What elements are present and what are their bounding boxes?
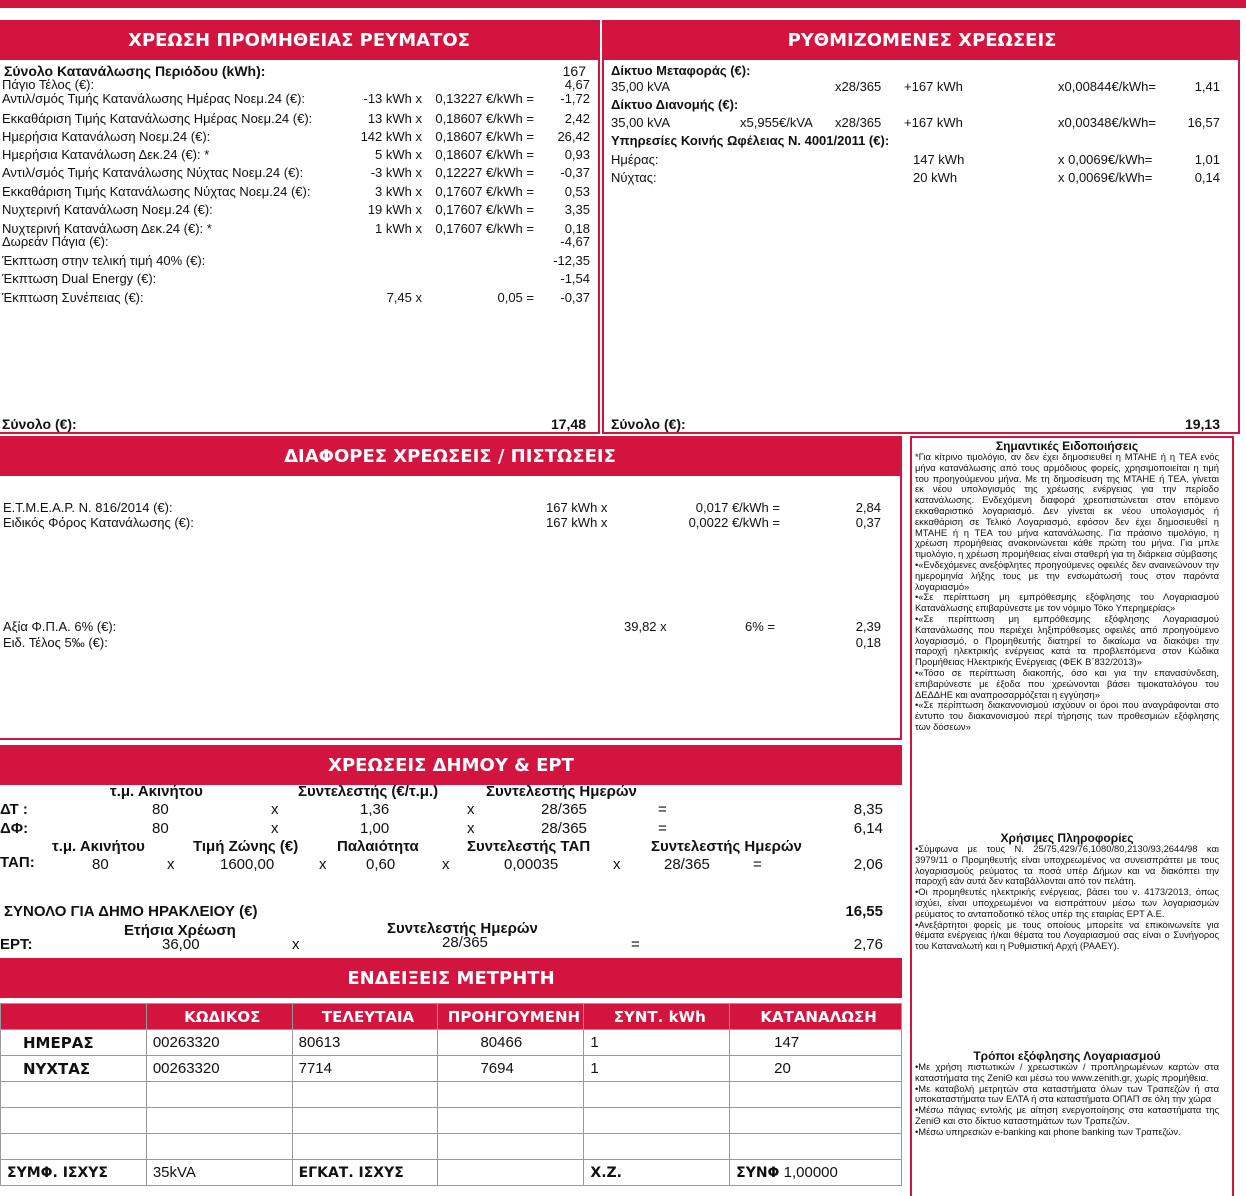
ert-value: 2,76 [853,936,883,953]
meter-cell [292,1134,438,1160]
meter-cell [146,1108,292,1134]
supply-row-value: -0,37 [560,165,590,180]
supply-row-rate: 0,17607 €/kWh = [435,202,534,217]
supply-row-qty: -3 kWh x [370,165,422,180]
meter-cell: 20 [730,1056,902,1082]
supply-row-label: Αντιλ/σμός Τιμής Κατανάλωσης Νύχτας Νοεμ.24 (€): [2,165,304,180]
supply-row-label: Έκπτωση στην τελική τιμή 40% (€): [2,253,206,268]
meter-cell [584,1082,730,1108]
dt-eq: = [658,801,667,818]
meter-row [1,1134,902,1160]
meter-row-label: ΝΥΧΤΑΣ [1,1056,147,1082]
df-sqm: 80 [152,820,169,837]
df-eq: = [658,820,667,837]
supply-row-value: 2,42 [564,111,590,126]
meter-col-consumption: ΚΑΤΑΝΑΛΩΣΗ [730,1004,902,1030]
notice-paragraph: •Με καταβολή μετρητών στα καταστήματα όλων των Τραπεζών ή στα υποκαταστήματα των ΕΛΤΑ ή στα καταστήματα ΟΠΑΠ σε όλη την χώρα [915,1082,1219,1105]
supply-row-rate: 0,18607 €/kWh = [435,129,534,144]
notice-paragraph: •«Τόσο σε περίπτωση διακοπής, όσο και για την επανασύνδεση, επιβαρύνεστε με έξοδα που χρεώνονται βάσει τιμοκαταλόγου του ΔΕΔΔΗΕ και αναπροσαρμόζεται η εγγύηση» [915,666,1219,700]
vat-value: 2,39 [855,619,881,634]
transmission-kva: 35,00 kVA [611,79,671,94]
transmission-label: Δίκτυο Μεταφοράς (€): [611,63,751,78]
efk-rate: 0,0022 €/kWh = [688,515,780,530]
ert-label: ΕΡΤ: [0,936,33,953]
notice-paragraph: •Ανεξάρτητοι φορείς με τους οποίους μπορείτε να επικοινωνείτε για θέματα ενέργειας ή/και θέματα του Λογαριασμού σας είναι ο Συνήγορος του Καταναλωτή και η Ρυθμιστική Αρχή (ΡΑΑΕΥ). [915,918,1219,952]
installed-power-value [438,1160,584,1186]
supply-row-qty: -13 kWh x [363,91,422,106]
supply-row-value: -0,37 [560,290,590,305]
meter-col-blank [1,1004,147,1030]
vat-label: Αξία Φ.Π.Α. 6% (€): [3,619,117,634]
supply-row-qty: 5 kWh x [375,147,422,162]
notices-title: Σημαντικές Ειδοποιήσεις [995,439,1139,453]
installed-power-label: ΕΓΚΑΤ. ΙΣΧΥΣ [292,1160,438,1186]
total-kwh-value: 167 [562,63,586,79]
municipal-header: ΧΡΕΩΣΕΙΣ ΔΗΜΟΥ & ΕΡΤ [0,745,902,785]
col-sqm: τ.μ. Ακινήτου [110,783,203,800]
dt-coef: 1,36 [360,801,390,818]
notice-paragraph: •Οι προμηθευτές ηλεκτρικής ενέργειας, βάσει του ν. 4173/2013, όπως ισχύει, είναι υποχρεωμένοι να εισπράττουν μέσω των λογαριασμών ρεύματος το ανταποδοτικό τέλος υπέρ της εταιρίας ΕΡΤ Α.Ε. [915,886,1219,919]
distribution-days: x28/365 [835,115,882,130]
top-banner [0,0,1246,8]
meter-col-prev: ΠΡΟΗΓΟΥΜΕΝΗ [438,1004,584,1030]
supply-row-value: 3,35 [564,202,590,217]
dt-value: 8,35 [853,801,883,818]
contract-power-label: ΣΥΜΦ. ΙΣΧΥΣ [1,1160,147,1186]
yko-night-value: 0,14 [1194,170,1220,185]
yko-day-value: 1,01 [1194,152,1220,167]
supply-row-label: Αντιλ/σμός Τιμής Κατανάλωσης Ημέρας Νοεμ.24 (€): [2,91,306,106]
payment-methods [915,1050,1219,1138]
total-kwh-label: Σύνολο Κατανάλωσης Περιόδου (kWh): [4,63,266,79]
tap-x4: x [613,856,621,873]
distribution-kva: 35,00 kVA [611,115,671,130]
supply-row-label: Πάγιο Τέλος (€): [2,77,95,92]
efk-qty: 167 kWh x [546,515,608,530]
distribution-label: Δίκτυο Διανομής (€): [611,97,739,112]
supply-row-label: Ημερήσια Κατανάλωση Δεκ.24 (€): * [2,147,210,162]
vat-rate: 6% = [745,619,775,634]
meter-cell [584,1134,730,1160]
df-label: ΔΦ: [0,820,29,837]
synf-cell [730,1160,902,1186]
supply-row-value: -12,35 [553,253,590,268]
ert-x: x [292,936,300,953]
supply-row-qty: 3 kWh x [375,184,422,199]
supply-total-value: 17,48 [550,416,586,432]
synf-value: 1,00000 [783,1164,838,1181]
regulated-total-value: 19,13 [1184,416,1220,432]
etmear-value: 2,84 [855,500,881,515]
meter-row-label [1,1134,147,1160]
supply-row-qty: 1 kWh x [375,221,422,236]
tap-col-age: Παλαιότητα [337,838,419,855]
etmear-rate: 0,017 €/kWh = [695,500,780,515]
efk-value: 0,37 [855,515,881,530]
etmear-label: Ε.Τ.Μ.Ε.Α.Ρ. Ν. 816/2014 (€): [3,500,173,515]
supply-row-label: Ημερήσια Κατανάλωση Νοεμ.24 (€): [2,129,211,144]
vat-base: 39,82 x [624,619,667,634]
supply-row-qty: 19 kWh x [367,202,422,217]
efk-label: Ειδικός Φόρος Κατανάλωσης (€): [3,515,194,530]
supply-row-label: Νυχτερινή Κατανάλωση Δεκ.24 (€): * [2,221,212,236]
tap-x1: x [167,856,175,873]
regulated-header: ΡΥΘΜΙΖΟΜΕΝΕΣ ΧΡΕΩΣΕΙΣ [604,20,1240,60]
meter-col-code: ΚΩΔΙΚΟΣ [146,1004,292,1030]
col-days: Συντελεστής Ημερών [486,783,637,800]
meter-cell [438,1134,584,1160]
distribution-value: 16,57 [1187,115,1220,130]
yko-day-kwh: 147 kWh [913,152,965,167]
distribution-kwh: +167 kWh [904,115,963,130]
meter-table [0,1003,902,1186]
tap-x2: x [319,856,327,873]
meter-header-row [1,1004,902,1030]
meter-cell [146,1134,292,1160]
supply-row-rate: 0,12227 €/kWh = [435,165,534,180]
transmission-value: 1,41 [1194,79,1220,94]
notice-paragraph: •Μέσω πάγιας εντολής με αίτηση ενεργοποίησης στα καταστήματα της ZeniΘ και στο δίκτυο καταστημάτων των Τραπεζών. [915,1104,1219,1126]
tap-value: 2,06 [853,856,883,873]
supply-row-value: 4,67 [564,77,590,92]
meter-cell [146,1082,292,1108]
transmission-days: x28/365 [835,79,882,94]
ert-days: 28/365 [442,934,488,951]
supply-row-value: 0,18 [564,221,590,236]
df-coef: 1,00 [360,820,390,837]
df-days: 28/365 [541,820,587,837]
supply-row-qty: 142 kWh x [360,129,422,144]
meter-cell [438,1082,584,1108]
notice-paragraph: *Για κίτρινο τιμολόγιο, αν δεν έχει δημοσιευθεί η ΜΤΑΗΕ ή η ΤΕΑ ενός μήνα κατανάλωσης από τους αρμόδιους φορείς, χρησιμοποιείται η τιμή του προηγούμενου μήνα. Με τη δημοσίευση της ΜΤΑΗΕ ή ΤΕΑ, γίνεται εκ νέου υπολογισμός της χρέωσης ενέργειας για την περίοδο κατανάλωσης. Ενδεχόμενη διαφορά χρεοπιστώνεται στον επόμενο εκκαθαριστικό λογαριασμό. Δεν γίνεται εκ νέου υπολογισμός ή εκκαθάριση σε Τελικό Λογαριασμό, εφόσον δεν έχει δημοσιευθεί η ΜΤΑΗΕ ή η ΤΕΑ του μήνα κατανάλωσης. Για πράσινο τιμολόγιο, η χρέωση προμήθειας ανακοινώνεται κάθε πρώτη του μήνα. Για μπλε τιμολόγιο, η χρέωση προμήθειας είναι σταθερή για τη διάρκεια σύμβασης [915,451,1219,560]
dt-label: ΔΤ : [0,801,28,818]
meter-footer-row [1,1160,902,1186]
supply-row-rate: 0,13227 €/kWh = [435,91,534,106]
meter-header: ΕΝΔΕΙΞΕΙΣ ΜΕΤΡΗΤΗ [0,958,902,998]
fee-value: 0,18 [855,635,881,650]
tap-zone: 1600,00 [220,856,275,873]
df-x1: x [271,820,279,837]
meter-row-label [1,1082,147,1108]
info-title: Χρήσιμες Πληροφορίες [1000,831,1134,845]
meter-cell [730,1108,902,1134]
dt-days: 28/365 [541,801,587,818]
xz-label: Χ.Ζ. [584,1160,730,1186]
tap-age: 0,60 [366,856,396,873]
notice-paragraph: •Σύμφωνα με τους Ν. 25/75,429/76,1080/80,2130/93,2644/98 και 3979/11 ο Προμηθευτής είναι υποχρεωμένος να συνεισπράττει με τους λογαριασμούς ρεύματος τα ποσά υπέρ Δήμων και να διακόπτει την παροχή εάν αυτά δεν καταβάλλονται από τον πελάτη. [915,843,1219,887]
tap-eq: = [753,856,762,873]
meter-cell: 1 [584,1056,730,1082]
tap-coef: 0,00035 [504,856,559,873]
supply-row-value: -1,54 [560,271,590,286]
supply-row-value: -1,72 [560,91,590,106]
meter-cell [584,1108,730,1134]
supply-row-qty: 7,45 x [386,290,422,305]
etmear-qty: 167 kWh x [546,500,608,515]
meter-row [1,1030,902,1056]
meter-cell [730,1134,902,1160]
meter-cell: 80466 [438,1030,584,1056]
notices-body [915,452,1219,733]
yko-day-label: Ημέρας: [611,152,659,167]
payment-title: Τρόποι εξόφλησης Λογαριασμού [973,1049,1161,1063]
meter-cell: 7694 [438,1056,584,1082]
supply-row-rate: 0,17607 €/kWh = [435,184,534,199]
supply-header: ΧΡΕΩΣΗ ΠΡΟΜΗΘΕΙΑΣ ΡΕΥΜΑΤΟΣ [0,20,598,60]
misc-box [0,436,902,740]
df-value: 6,14 [853,820,883,837]
meter-row [1,1108,902,1134]
meter-cell: 80613 [292,1030,438,1056]
regulated-total-label: Σύνολο (€): [611,416,686,432]
tap-col-zone: Τιμή Ζώνης (€) [193,838,299,855]
meter-row-label: ΗΜΕΡΑΣ [1,1030,147,1056]
transmission-kwh: +167 kWh [904,79,963,94]
notice-paragraph: •«Ενδεχόμενες ανεξόφλητες προηγούμενες οφειλές δεν αναινεώνουν την ημερομηνία λήξης τους με την ενσωμάτωσή τους στον παρόντα λογαριασμό» [915,558,1219,592]
supply-row-label: Δωρεάν Πάγια (€): [2,234,109,249]
distribution-rate-kva: x5,955€/kVA [740,115,813,130]
supply-row-label: Εκκαθάριση Τιμής Κατανάλωσης Ημέρας Νοεμ.24 (€): [2,111,313,126]
info-body [915,844,1219,952]
notice-paragraph: •Μέσω υπηρεσιών e-banking και phone banking των Τραπεζών. [915,1125,1181,1137]
supply-row-value: 26,42 [557,129,590,144]
supply-row-label: Έκπτωση Συνέπειας (€): [2,290,144,305]
ert-col-days: Συντελεστής Ημερών [387,920,538,937]
transmission-rate: x0,00844€/kWh= [1058,79,1156,94]
tap-col-coef: Συντελεστής ΤΑΠ [467,838,591,855]
distribution-rate: x0,00348€/kWh= [1058,115,1156,130]
synf-label: ΣΥΝΦ [736,1165,780,1181]
yko-label: Υπηρεσίες Κοινής Ωφέλειας Ν. 4001/2011 (€): [611,133,890,148]
meter-cell: 1 [584,1030,730,1056]
meter-cell [292,1082,438,1108]
useful-info [915,832,1219,952]
meter-col-coef: ΣΥΝΤ. kWh [584,1004,730,1030]
yko-night-rate: x 0,0069€/kWh= [1058,170,1153,185]
meter-cell: 7714 [292,1056,438,1082]
tap-sqm: 80 [92,856,109,873]
notice-paragraph: •«Σε περίπτωση μη εμπρόθεσμης εξόφλησης Λογαριασμού Κατανάλωσης που περιέχει ληξιπρόθεσμες οφειλές από προηγούμενο λογαριασμό, ο Προμηθευτής διατηρεί το δικαίωμα να διακόψει την παροχή ηλεκτρικής ενέργειας κατά τα προβλεπόμενα στον Κώδικα Προμήθειας Ηλεκτρικής Ενέργειας (ΦΕΚ Β΄832/2013)» [915,612,1219,668]
dt-x2: x [467,801,475,818]
dt-x1: x [271,801,279,818]
yko-night-label: Νύχτας: [611,170,657,185]
supply-row-rate: 0,05 = [497,290,534,305]
dt-sqm: 80 [152,801,169,818]
municipal-total-value: 16,55 [845,903,883,920]
supply-row-label: Νυχτερινή Κατανάλωση Νοεμ.24 (€): [2,202,213,217]
meter-col-last: ΤΕΛΕΥΤΑΙΑ [292,1004,438,1030]
meter-cell [292,1108,438,1134]
meter-cell: 00263320 [146,1056,292,1082]
supply-row-label: Έκπτωση Dual Energy (€): [2,271,157,286]
yko-day-rate: x 0,0069€/kWh= [1058,152,1153,167]
notice-paragraph: •«Σε περίπτωση μη εμπρόθεσμης εξόφλησης του Λογαριασμού Κατανάλωσης επιβαρύνεστε με τον νόμιμο Τόκο Υπερημερίας» [915,591,1219,614]
supply-total-label: Σύνολο (€): [2,416,77,432]
payment-body [915,1062,1219,1138]
meter-cell: 00263320 [146,1030,292,1056]
meter-row [1,1056,902,1082]
meter-cell [730,1082,902,1108]
fee-label: Ειδ. Τέλος 5‰ (€): [3,635,108,650]
ert-col-annual: Ετήσια Χρέωση [124,922,236,939]
tap-label: ΤΑΠ: [0,854,35,871]
supply-row-value: 0,53 [564,184,590,199]
meter-row [1,1082,902,1108]
contract-power-value: 35kVA [146,1160,292,1186]
tap-days: 28/365 [664,856,710,873]
municipal-total-label: ΣΥΝΟΛΟ ΓΙΑ ΔΗΜΟ ΗΡΑΚΛΕΙΟΥ (€) [4,903,258,920]
meter-cell [438,1108,584,1134]
col-coef: Συντελεστής (€/τ.μ.) [298,783,439,800]
ert-eq: = [631,936,640,953]
yko-night-kwh: 20 kWh [913,170,958,185]
supply-row-value: -4,67 [560,234,590,249]
meter-cell: 147 [730,1030,902,1056]
supply-row-qty: 13 kWh x [367,111,422,126]
ert-annual: 36,00 [162,936,200,953]
supply-row-rate: 0,17607 €/kWh = [435,221,534,236]
notice-paragraph: •«Σε περίπτωση διακανονισμού ισχύουν οι όροι που αναγράφονται στο έντυπο του διακανονισμού περί τήρησης των προθεσμιών εξόφλησης των δόσεων» [915,699,1219,732]
tap-col-days: Συντελεστής Ημερών [651,838,802,855]
supply-row-value: 0,93 [564,147,590,162]
df-x2: x [467,820,475,837]
tap-col-sqm: τ.μ. Ακινήτου [52,838,145,855]
misc-header: ΔΙΑΦΟΡΕΣ ΧΡΕΩΣΕΙΣ / ΠΙΣΤΩΣΕΙΣ [0,436,900,476]
important-notices [915,440,1219,733]
supply-row-rate: 0,18607 €/kWh = [435,147,534,162]
supply-row-rate: 0,18607 €/kWh = [435,111,534,126]
tap-x3: x [442,856,450,873]
notice-paragraph: •Με χρήση πιστωτικών / χρεωστικών / προπληρωμένων καρτών στα καταστήματα της ZeniΘ και μέσω του www.zenith.gr, χωρίς προμήθεια. [915,1061,1219,1083]
supply-row-label: Εκκαθάριση Τιμής Κατανάλωσης Νύχτας Νοεμ.24 (€): [2,184,311,199]
meter-row-label [1,1108,147,1134]
